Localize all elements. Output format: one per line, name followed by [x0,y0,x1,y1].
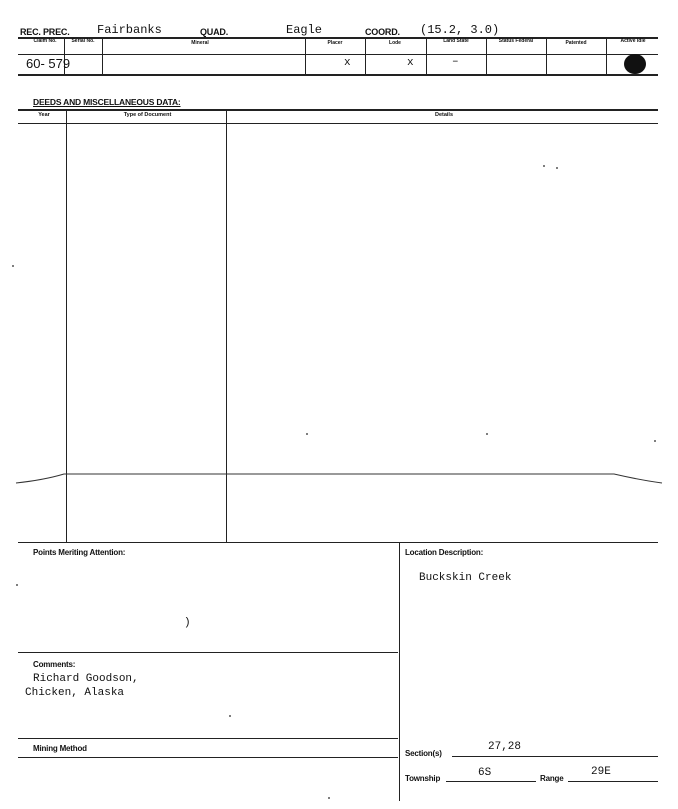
deeds-type-header: Type of Document [123,112,172,118]
comments-label: Comments: [33,660,76,669]
col-divider [426,38,427,74]
deeds-details-header: Details [434,112,454,118]
mining-method-label: Mining Method [33,744,87,753]
speck [328,797,330,799]
range-label: Range [540,774,564,783]
deeds-top-rule [18,109,658,111]
quad-value: Eagle [286,23,323,37]
active-idle-dot-icon [624,54,646,74]
township-rule [446,781,536,782]
points-bottom-rule [18,652,398,653]
mining-method-rule [18,757,398,758]
sections-label: Section(s) [405,749,442,758]
deeds-head-rule [18,123,658,124]
col-divider [486,38,487,74]
range-value: 29E [591,766,611,778]
col-divider [305,38,306,74]
speck [229,715,231,717]
points-label: Points Meriting Attention: [33,548,126,557]
location-label: Location Description: [405,548,484,557]
colhead-rule [18,54,658,55]
comments-bottom-rule [18,738,398,739]
col-serial-no: Serial No. [71,38,95,44]
speck [654,440,656,442]
lower-col-divider [399,543,400,801]
deeds-year-header: Year [38,112,50,118]
township-value: 6S [478,767,492,779]
deeds-bottom-rule [18,542,658,543]
coord-value: (15.2, 3.0) [420,23,500,37]
col-divider [102,38,103,74]
location-value: Buckskin Creek [419,572,512,584]
range-rule [568,781,658,782]
claim-number: 60- 579 [26,56,71,71]
speck [306,433,308,435]
points-mark: ) [184,617,191,629]
speck [556,167,558,169]
placer-mark: x [344,57,351,69]
sections-rule [452,756,658,757]
col-lode: Lode [389,40,401,46]
lode-mark: x [407,57,414,69]
rec-prec-label: REC. PREC. [20,27,70,37]
quad-label: QUAD. [200,27,228,37]
deeds-section-title: DEEDS AND MISCELLANEOUS DATA: [33,97,181,107]
fold-crease [14,466,664,490]
col-patented: Patented [565,40,587,46]
land-state-mark: – [452,56,459,68]
col-placer: Placer [327,40,343,46]
col-mineral: Mineral [191,40,209,46]
col-land-state: Land State [443,38,469,44]
speck [486,433,488,435]
col-claim-no: Claim No. [33,38,57,44]
sections-value: 27,28 [488,741,522,753]
col-divider [606,38,607,74]
comments-line-1: Richard Goodson, [33,673,139,685]
record-rule [18,74,658,76]
speck [16,584,18,586]
col-active-idle: Active Idle [620,38,646,44]
header-rule [18,37,658,39]
comments-line-2: Chicken, Alaska [25,687,125,699]
col-divider [546,38,547,74]
speck [543,165,545,167]
rec-prec-value: Fairbanks [97,23,162,37]
speck [12,265,14,267]
col-status-federal: Status Federal [498,38,534,44]
coord-label: COORD. [365,27,400,37]
township-label: Township [405,774,441,783]
col-divider [365,38,366,74]
